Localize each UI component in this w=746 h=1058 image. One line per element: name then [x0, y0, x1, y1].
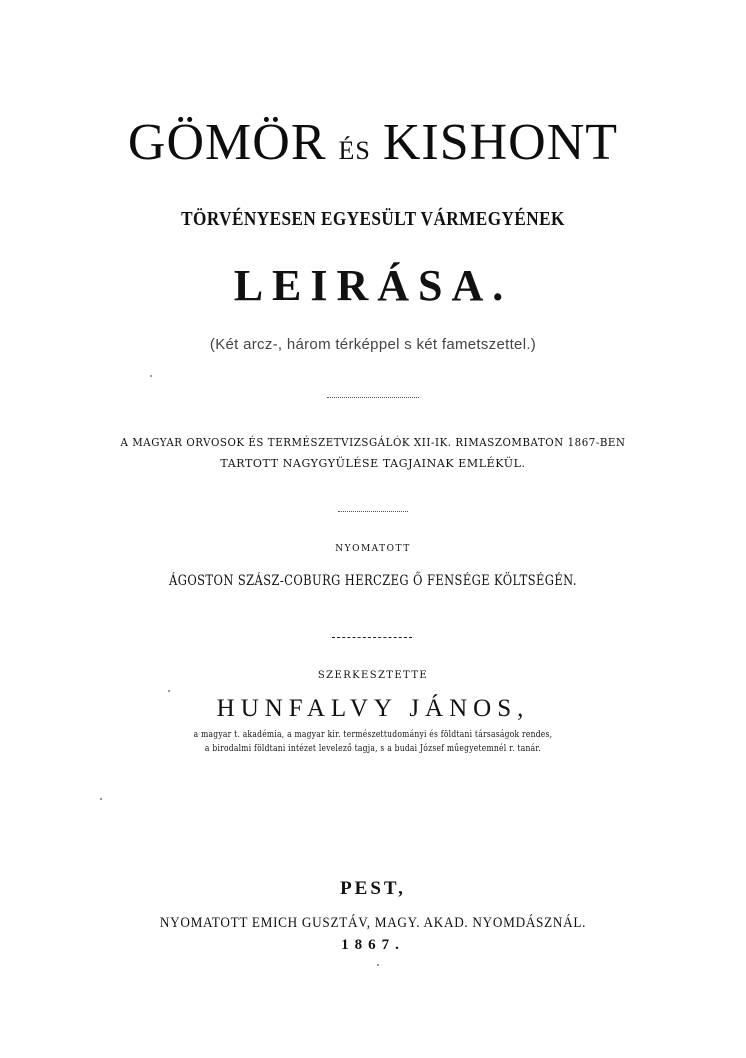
paper-speck [377, 964, 379, 966]
imprint-printer: NYOMATOTT EMICH GUSZTÁV, MAGY. AKAD. NYOMDÁSZNÁL. [159, 915, 587, 931]
main-word: LEIRÁSA. [233, 261, 513, 310]
occasion-line-2: TARTOTT NAGYGYÜLÉSE TAGJAINAK EMLÉKÜL. [220, 457, 526, 470]
editor-credentials-1: a magyar t. akadémia, a magyar kir. természettudományi és földtani társaságok rendes, [193, 730, 553, 740]
title-part-kishont: KISHONT [382, 114, 619, 171]
title-part-gomor: GÖMÖR [127, 114, 327, 171]
main-title [0, 113, 746, 172]
subtitle: TÖRVÉNYESEN EGYESÜLT VÁRMEGYÉNEK [181, 208, 565, 230]
imprint-year: 1867. [341, 937, 405, 953]
printed-label: NYOMATOTT [335, 544, 411, 554]
title-connector: ÉS [338, 136, 371, 165]
paper-speck [100, 798, 102, 800]
sponsor-line: ÁGOSTON SZÁSZ-COBURG HERCZEG Ő FENSÉGE KÖLTSÉGÉN. [169, 573, 577, 589]
paper-speck [168, 690, 170, 692]
divider-rule-3 [332, 637, 412, 638]
occasion-line-1: A MAGYAR ORVOSOK ÉS TERMÉSZETVIZSGÁLÓK XII-IK. RIMASZOMBATON 1867-BEN [120, 436, 626, 449]
divider-rule-2 [338, 511, 408, 512]
editor-label: SZERKESZTETTE [317, 670, 429, 681]
paper-speck [150, 375, 152, 377]
imprint-city: PEST, [340, 878, 406, 899]
divider-rule-1 [327, 397, 419, 398]
parenthetical-note: (Két arcz-, három térképpel s két fametszettel.) [209, 336, 537, 353]
editor-name: HUNFALVY JÁNOS, [216, 695, 530, 722]
editor-credentials-2: a birodalmi földtani intézet levelező tagja, s a budai József műegyetemnél r. tanár. [204, 744, 542, 754]
